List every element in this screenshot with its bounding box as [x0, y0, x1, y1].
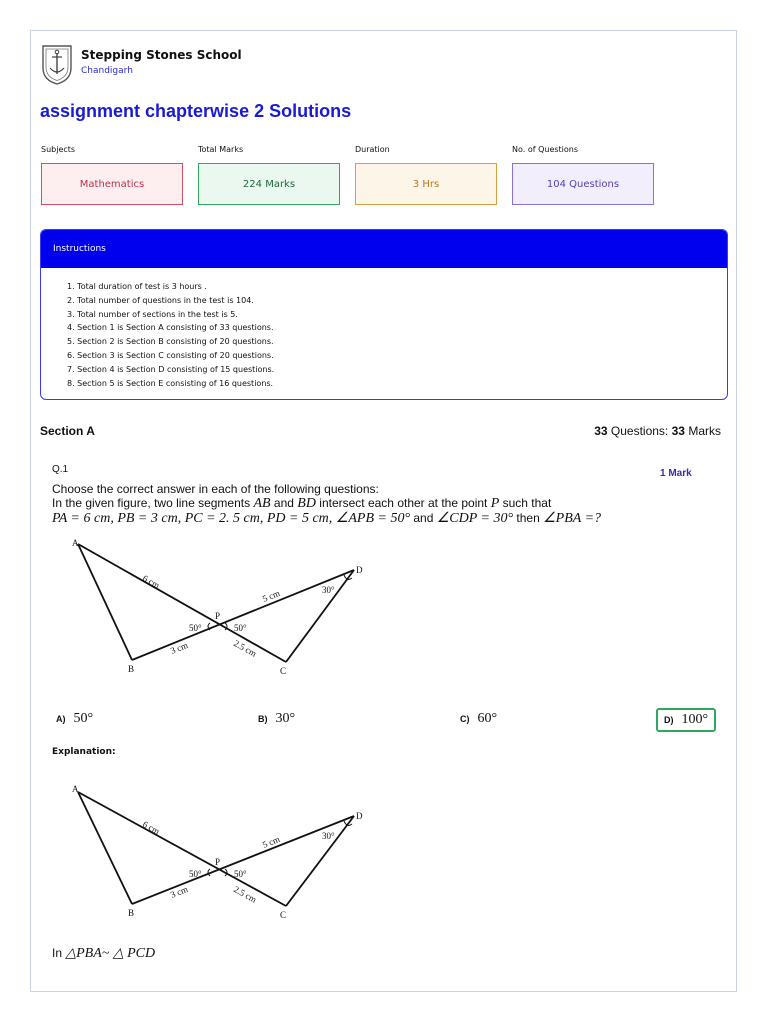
instruction-item: 3. Total number of sections in the test is 5. — [67, 309, 238, 319]
subjects-label: Subjects — [41, 145, 76, 154]
section-marks-label: Marks — [688, 424, 721, 438]
instructions-heading: Instructions — [41, 230, 727, 268]
fig2-len-pc: 2.5 cm — [232, 884, 259, 905]
duration-label: Duration — [355, 145, 390, 154]
option-d-value: 100° — [681, 712, 709, 727]
question-line-1: Choose the correct answer in each of the following questions: — [52, 482, 379, 496]
fig2-angle-2: 50° — [234, 869, 247, 879]
fig-len-pb: 3 cm — [169, 639, 190, 656]
school-name: Stepping Stones School — [81, 48, 242, 62]
option-b-value: 30° — [275, 711, 296, 726]
option-a-value: 50° — [73, 711, 94, 726]
fig2-len-pa: 6 cm — [141, 819, 162, 837]
explanation-prefix: In — [52, 946, 66, 960]
fig2-label-c: C — [280, 910, 287, 920]
question-number: Q.1 — [52, 464, 69, 475]
fig-angle-1: 50° — [189, 623, 202, 633]
total-marks-label: Total Marks — [198, 145, 244, 154]
fig-angle-2: 50° — [234, 623, 247, 633]
instruction-item: 6. Section 3 is Section C consisting of 20 questions. — [67, 350, 274, 360]
question-line-3: PA = 6 cm, PB = 3 cm, PC = 2. 5 cm, PD = 5 cm, ∠APB = 50° and ∠CDP = 30° then ∠PBA =? — [52, 511, 602, 526]
fig-len-pa: 6 cm — [141, 573, 162, 591]
fig2-label-p: P — [215, 857, 221, 867]
section-title: Section A — [40, 424, 95, 438]
school-city: Chandigarh — [81, 66, 133, 76]
fig-len-pc: 2.5 cm — [232, 638, 259, 659]
explanation-statement — [52, 945, 155, 962]
page-title: assignment chapterwise 2 Solutions — [40, 101, 352, 121]
num-questions-label: No. of Questions — [512, 145, 579, 154]
total-marks-badge: 224 Marks — [198, 163, 340, 205]
explanation-label: Explanation: — [52, 747, 116, 757]
instruction-item: 1. Total duration of test is 3 hours . — [67, 282, 207, 291]
section-question-count: 33 — [594, 424, 608, 438]
option-d-correct — [656, 708, 716, 732]
option-d-letter: D) — [664, 715, 674, 725]
fig-label-b: B — [128, 664, 135, 674]
section-marks-count: 33 — [671, 424, 685, 438]
fig-label-d: D — [356, 565, 363, 575]
option-b-letter: B) — [258, 714, 268, 724]
instruction-item: 4. Section 1 is Section A consisting of 33 questions. — [67, 323, 274, 333]
fig-label-a: A — [72, 538, 79, 548]
fig2-label-a: A — [72, 784, 79, 794]
question-figure — [52, 530, 382, 680]
num-questions-badge: 104 Questions — [512, 163, 654, 205]
fig2-angle-d: 30° — [322, 831, 335, 841]
question-text — [52, 482, 712, 526]
fig-len-pd: 5 cm — [261, 587, 282, 604]
fig2-len-pd: 5 cm — [261, 833, 282, 850]
instructions-list — [41, 268, 727, 390]
school-crest-icon — [40, 42, 74, 86]
option-a-letter: A) — [56, 714, 66, 724]
instructions-panel — [40, 229, 728, 400]
fig-label-c: C — [280, 666, 287, 676]
fig2-label-b: B — [128, 908, 135, 918]
explanation-math: △PBA~ △ PCD — [65, 946, 156, 961]
instruction-item: 8. Section 5 is Section E consisting of 16 questions. — [67, 378, 274, 388]
fig-angle-d: 30° — [322, 585, 335, 595]
fig-label-p: P — [215, 611, 221, 621]
option-c — [460, 711, 497, 727]
instruction-item: 5. Section 2 is Section B consisting of 20 questions. — [67, 337, 274, 347]
subjects-badge: Mathematics — [41, 163, 183, 205]
question-line-2: In the given figure, two line segments AB and BD intersect each other at the point P such that — [52, 496, 552, 511]
option-b — [258, 711, 295, 727]
duration-badge: 3 Hrs — [355, 163, 497, 205]
option-c-value: 60° — [477, 711, 498, 726]
fig2-len-pb: 3 cm — [169, 883, 190, 900]
option-a — [56, 711, 93, 727]
instruction-item: 2. Total number of questions in the test is 104. — [67, 295, 254, 305]
explanation-figure — [52, 774, 382, 924]
section-questions-label: Questions: — [610, 424, 669, 438]
section-summary — [594, 424, 721, 438]
question-marks: 1 Mark — [660, 468, 692, 479]
fig2-angle-1: 50° — [189, 869, 202, 879]
instruction-item: 7. Section 4 is Section D consisting of 15 questions. — [67, 364, 275, 374]
fig2-label-d: D — [356, 811, 363, 821]
option-c-letter: C) — [460, 714, 470, 724]
